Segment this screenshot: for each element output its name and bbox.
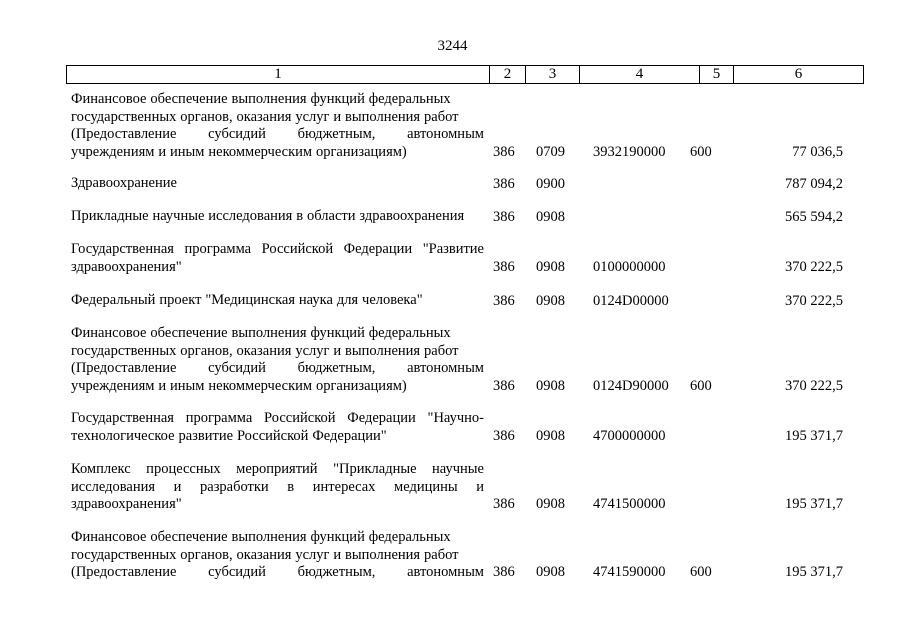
row-name-line: Комплекс процессных мероприятий "Прикладные научные xyxy=(71,461,484,477)
header-col-6: 6 xyxy=(794,66,803,82)
row-expense-type: 600 xyxy=(690,143,712,160)
row-name-line: (Предоставление субсидий бюджетным, автономным xyxy=(71,360,484,376)
row-name xyxy=(71,91,484,161)
row-section-code: 0908 xyxy=(536,377,565,394)
row-target-code: 4700000000 xyxy=(593,427,666,444)
row-name-line: здравоохранения" xyxy=(71,258,182,275)
row-name-line: Государственная программа Российской Федерации "Научно- xyxy=(71,410,484,426)
row-name-line: государственных органов, оказания услуг и выполнения работ xyxy=(71,108,459,125)
row-admin-code: 386 xyxy=(493,208,515,225)
row-admin-code: 386 xyxy=(493,292,515,309)
row-amount: 77 036,5 xyxy=(792,143,843,160)
row-amount: 195 371,7 xyxy=(785,427,843,444)
row-admin-code: 386 xyxy=(493,258,515,275)
table-row xyxy=(0,241,905,276)
page-number: 3244 xyxy=(437,38,468,54)
row-name-line: Финансовое обеспечение выполнения функций федеральных xyxy=(71,529,451,545)
row-name-line: Государственная программа Российской Федерации "Развитие xyxy=(71,241,484,257)
row-name xyxy=(71,461,484,514)
table-row xyxy=(0,208,905,226)
table-row xyxy=(0,91,905,161)
row-admin-code: 386 xyxy=(493,175,515,192)
row-section-code: 0908 xyxy=(536,427,565,444)
row-amount: 370 222,5 xyxy=(785,377,843,394)
row-amount: 787 094,2 xyxy=(785,175,843,192)
row-target-code: 4741590000 xyxy=(593,563,666,580)
row-name-line: (Предоставление субсидий бюджетным, автономным xyxy=(71,564,484,580)
row-admin-code: 386 xyxy=(493,495,515,512)
table-row xyxy=(0,529,905,581)
table-row xyxy=(0,410,905,445)
header-col-3: 3 xyxy=(526,66,580,83)
row-name-line: (Предоставление субсидий бюджетным, автономным xyxy=(71,126,484,142)
row-admin-code: 386 xyxy=(493,563,515,580)
row-name-line: Прикладные научные исследования в области здравоохранения xyxy=(71,208,465,224)
header-col-4: 4 xyxy=(580,66,700,83)
row-name xyxy=(71,241,484,276)
row-name xyxy=(71,325,484,395)
row-name xyxy=(71,175,484,193)
header-col-2: 2 xyxy=(490,66,526,83)
row-amount: 370 222,5 xyxy=(785,292,843,309)
table-header xyxy=(66,65,864,84)
row-section-code: 0908 xyxy=(536,495,565,512)
row-name-line: учреждениям и иным некоммерческим организациям) xyxy=(71,377,407,394)
row-name-line: государственных органов, оказания услуг и выполнения работ xyxy=(71,546,459,563)
row-name xyxy=(71,292,484,310)
row-amount: 565 594,2 xyxy=(785,208,843,225)
row-expense-type: 600 xyxy=(690,377,712,394)
table-row xyxy=(0,292,905,310)
row-target-code: 0124D00000 xyxy=(593,292,669,309)
row-target-code: 4741500000 xyxy=(593,495,666,512)
row-name-line: здравоохранения" xyxy=(71,496,182,512)
table-row xyxy=(0,175,905,193)
row-target-code: 0100000000 xyxy=(593,258,666,275)
row-amount: 195 371,7 xyxy=(785,495,843,512)
table-row xyxy=(0,461,905,513)
header-col-1: 1 xyxy=(67,66,490,83)
row-name-line: технологическое развитие Российской Федерации" xyxy=(71,427,387,444)
row-name xyxy=(71,410,484,445)
table-row xyxy=(0,325,905,395)
row-expense-type: 600 xyxy=(690,563,712,580)
row-admin-code: 386 xyxy=(493,143,515,160)
row-target-code: 3932190000 xyxy=(593,143,666,160)
row-name-line: исследования и разработки в интересах медицины и xyxy=(71,478,484,495)
row-section-code: 0908 xyxy=(536,208,565,225)
row-target-code: 0124D90000 xyxy=(593,377,669,394)
row-amount: 195 371,7 xyxy=(785,563,843,580)
row-section-code: 0908 xyxy=(536,563,565,580)
row-name-line: учреждениям и иным некоммерческим организациям) xyxy=(71,143,407,160)
row-name xyxy=(71,208,484,226)
row-name xyxy=(71,529,484,582)
row-name-line: Федеральный проект "Медицинская наука для человека" xyxy=(71,292,423,308)
row-amount: 370 222,5 xyxy=(785,258,843,275)
row-name-line: Финансовое обеспечение выполнения функций федеральных xyxy=(71,91,451,107)
row-section-code: 0908 xyxy=(536,292,565,309)
row-section-code: 0900 xyxy=(536,175,565,192)
row-name-line: Финансовое обеспечение выполнения функций федеральных xyxy=(71,325,451,341)
row-name-line: государственных органов, оказания услуг и выполнения работ xyxy=(71,342,459,359)
row-section-code: 0709 xyxy=(536,143,565,160)
header-col-5: 5 xyxy=(700,66,734,83)
row-admin-code: 386 xyxy=(493,377,515,394)
row-section-code: 0908 xyxy=(536,258,565,275)
row-admin-code: 386 xyxy=(493,427,515,444)
row-name-line: Здравоохранение xyxy=(71,175,177,191)
